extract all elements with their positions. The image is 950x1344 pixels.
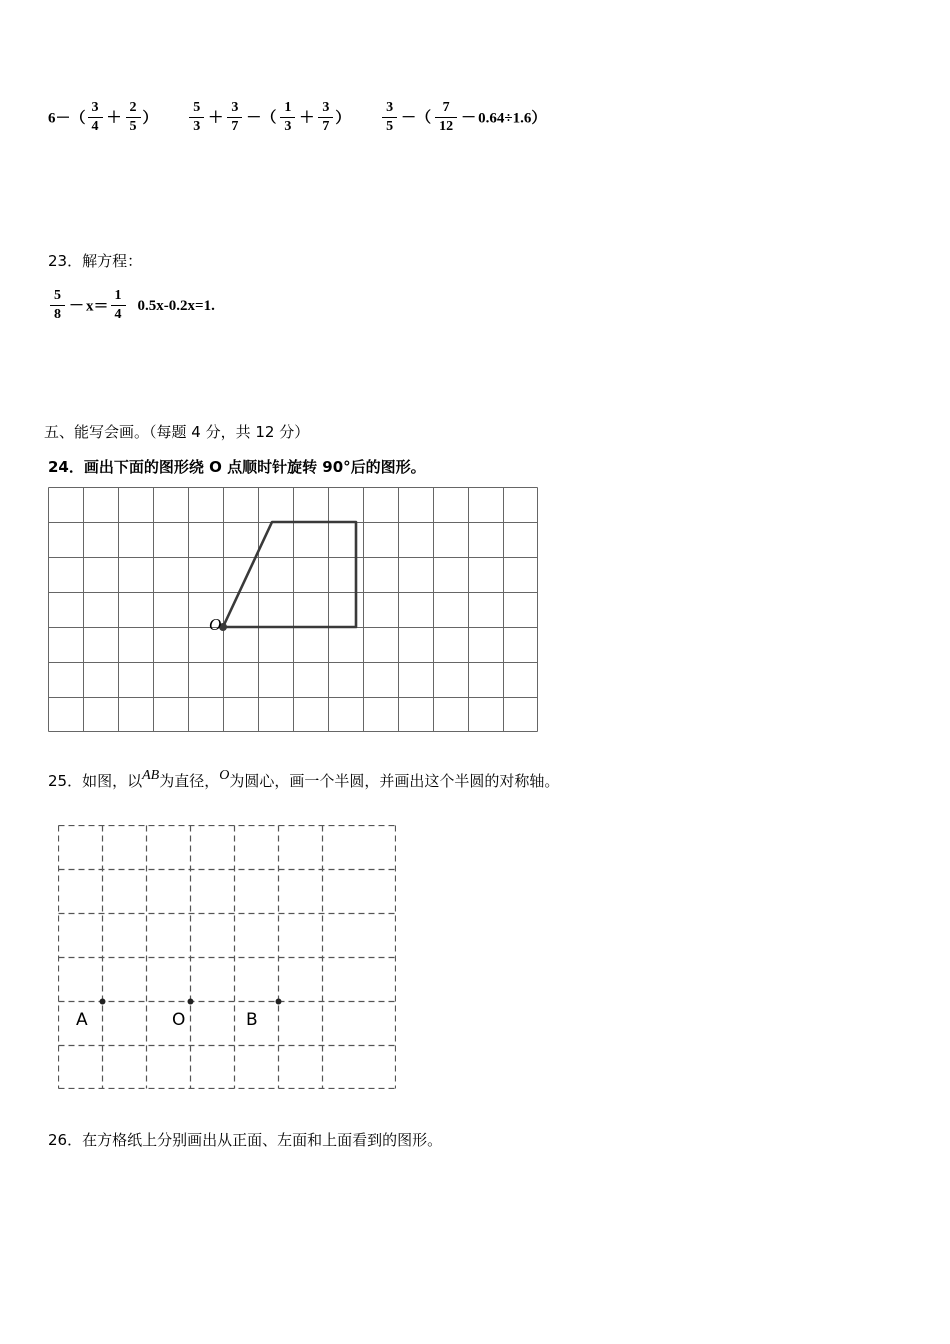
q22-expr3-operator-2: －: [461, 110, 477, 127]
q23-equations: [48, 288, 215, 323]
q24-point-label-O: O: [209, 615, 222, 634]
q22-expr3-operator-1: －（: [401, 110, 432, 127]
q24-text: 画出下面的图形绕 O 点顺时针旋转 90°后的图形。: [83, 458, 426, 476]
q22-expr2-fraction-2: $\frac{3}{7}$: [227, 100, 242, 135]
q22-expression-1: [48, 100, 158, 135]
section-5-heading: 五、能写会画。（每题 4 分，共 12 分）: [44, 423, 310, 441]
q22-expr1-fraction-1: $\frac{3}{4}$: [88, 100, 103, 135]
q22-expr2-tail: ）: [335, 110, 351, 127]
q23-title: 解方程：: [82, 252, 143, 270]
q22-expr3-fraction-2: $\frac{7}{12}$: [435, 100, 457, 135]
q22-expression-2: [187, 100, 350, 135]
q22-expression-3: [380, 100, 546, 135]
q26-number: 26．: [48, 1131, 83, 1149]
q22-expr3-fraction-1: $\frac{3}{5}$: [382, 100, 397, 135]
q22-expr1-operator-1: ＋: [106, 110, 122, 127]
q24-number: 24．: [48, 458, 84, 476]
q23-number: 23．: [48, 252, 83, 270]
q23-variable: x＝: [86, 298, 109, 315]
q25-grid-figure: [58, 825, 396, 1089]
q25-heading: [48, 768, 560, 792]
q25-text-3: 为圆心，画一个半圆，并画出这个半圆的对称轴。: [229, 772, 560, 790]
q25-point-label-A: A: [76, 1010, 88, 1030]
q22-expr2-fraction-4: $\frac{3}{7}$: [318, 100, 333, 135]
q22-expression-row: [48, 100, 546, 135]
q23-fraction-1: $\frac{5}{8}$: [50, 288, 65, 323]
grid-lines: [49, 488, 538, 732]
q25-point-label-O: O: [172, 1010, 186, 1030]
q25-label-AB: AB: [142, 768, 160, 783]
q22-expr3-value: 0.64÷1.6: [478, 110, 532, 127]
q22-expr1-tail: ）: [142, 110, 158, 127]
q23-fraction-2: $\frac{1}{4}$: [111, 288, 126, 323]
q26-text: 在方格纸上分别画出从正面、左面和上面看到的图形。: [82, 1131, 443, 1149]
q22-expr2-fraction-3: $\frac{1}{3}$: [280, 100, 295, 135]
q22-expr1-fraction-2: $\frac{2}{5}$: [126, 100, 141, 135]
q24-grid-figure: [48, 487, 538, 732]
dashed-grid-lines: [59, 826, 396, 1089]
q25-point-label-B: B: [246, 1010, 258, 1030]
q23-operator-1: －: [69, 298, 85, 315]
q26-heading: [48, 1131, 442, 1149]
q25-number: 25．: [48, 772, 83, 790]
q22-expr2-operator-3: ＋: [299, 110, 315, 127]
q24-heading: [48, 458, 426, 476]
q23-heading: [48, 252, 142, 270]
q22-expr2-operator-2: －（: [246, 110, 277, 127]
q25-label-O: O: [219, 768, 230, 783]
q22-expr2-operator-1: ＋: [208, 110, 224, 127]
q22-expr1-lead: 6－（: [48, 110, 86, 127]
q22-expr3-tail: ）: [531, 110, 547, 127]
q25-text-2: 为直径，: [159, 772, 220, 790]
q25-text-1: 如图，以: [82, 772, 143, 790]
q23-equation-2: 0.5x‑0.2x=1.: [137, 298, 215, 315]
quadrilateral-shape: [223, 522, 356, 627]
q22-expr2-fraction-1: $\frac{5}{3}$: [189, 100, 204, 135]
